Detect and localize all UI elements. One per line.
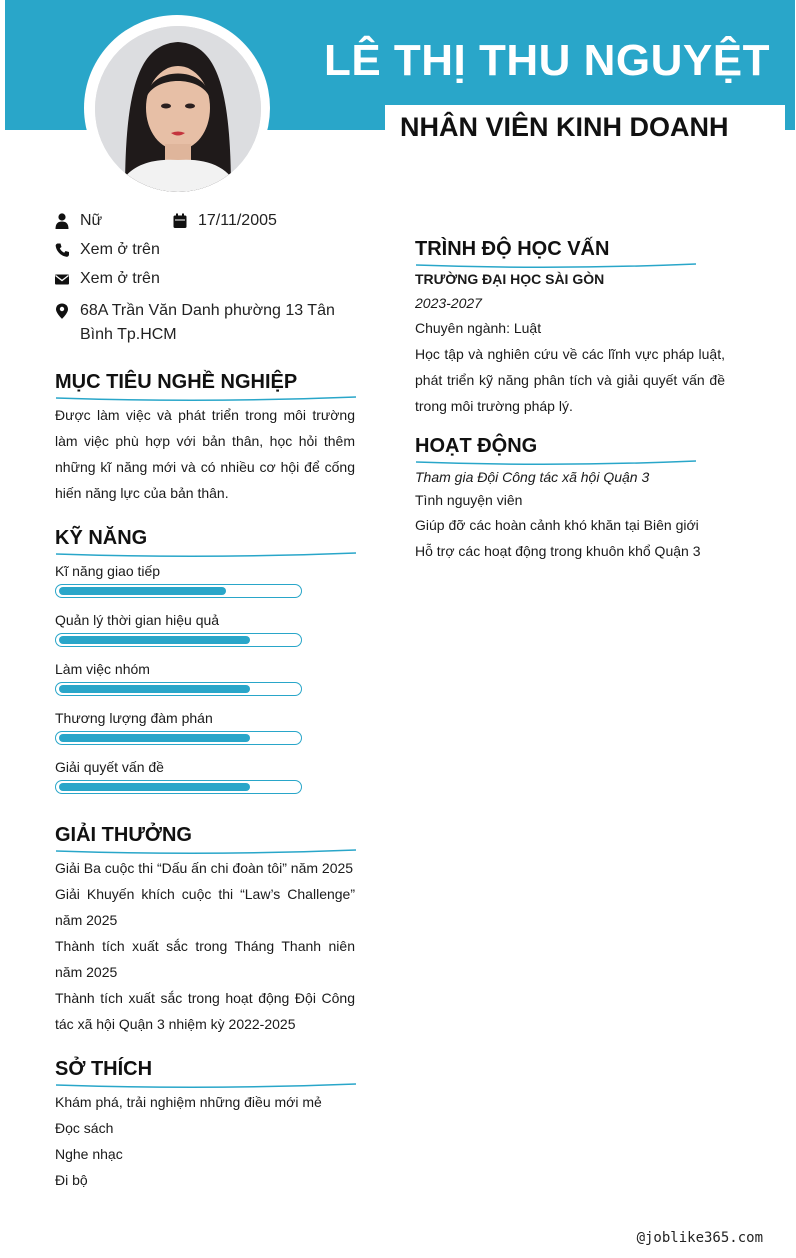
awards-underline	[55, 847, 357, 855]
skills-title: KỸ NĂNG	[55, 527, 148, 549]
skill-progress-fill	[59, 636, 250, 644]
award-item: Giải Khuyến khích cuộc thi “Law’s Challenge” năm 2025	[55, 886, 355, 928]
hobby-item: Đi bộ	[55, 1172, 88, 1188]
birthdate-text: 17/11/2005	[198, 212, 277, 229]
activity-item: Tình nguyện viên	[415, 492, 523, 508]
award-item: Giải Ba cuộc thi “Dấu ấn chi đoàn tôi” năm 2025	[55, 860, 354, 876]
skill-label: Giải quyết vấn đề	[55, 759, 164, 775]
hobbies-title: SỞ THÍCH	[55, 1058, 153, 1080]
gender-text: Nữ	[80, 212, 103, 229]
education-major: Chuyên ngành: Luật	[415, 320, 542, 336]
contact-phone	[55, 241, 160, 259]
awards-title: GIẢI THƯỞNG	[55, 824, 192, 846]
phone-text: Xem ở trên	[80, 241, 160, 258]
skills-underline	[55, 550, 357, 558]
skill-progress-bar	[55, 584, 302, 598]
activity-item: Giúp đỡ các hoàn cảnh khó khăn tại Biên giới	[415, 517, 699, 533]
school-name: TRƯỜNG ĐẠI HỌC SÀI GÒN	[415, 271, 605, 287]
education-underline	[415, 261, 697, 269]
education-description: Học tập và nghiên cứu về các lĩnh vực pháp luật, phát triển kỹ năng phân tích và giải quyết vấn đề trong môi trường pháp lý.	[415, 346, 725, 414]
education-title: TRÌNH ĐỘ HỌC VẤN	[415, 238, 610, 260]
person-icon	[55, 213, 69, 229]
job-title: NHÂN VIÊN KINH DOANH	[400, 112, 729, 142]
skill-label: Kĩ năng giao tiếp	[55, 563, 161, 579]
skill-progress-bar	[55, 633, 302, 647]
phone-icon	[55, 242, 69, 258]
skill-label: Quản lý thời gian hiệu quả	[55, 612, 220, 628]
contact-birthdate	[173, 212, 277, 230]
activities-underline	[415, 458, 697, 466]
objective-text: Được làm việc và phát triển trong môi trường làm việc phù hợp với bản thân, học hỏi thêm những kĩ năng mới và có nhiều cơ hội để cống hiến năng lực của bản thân.	[55, 407, 355, 501]
skill-progress-bar	[55, 731, 302, 745]
avatar	[95, 26, 261, 192]
hobby-item: Đọc sách	[55, 1120, 114, 1136]
hobby-item: Nghe nhạc	[55, 1146, 123, 1162]
skill-progress-fill	[59, 734, 250, 742]
skill-progress-fill	[59, 587, 226, 595]
skill-progress-bar	[55, 682, 302, 696]
skill-progress-fill	[59, 783, 250, 791]
award-item: Thành tích xuất sắc trong hoạt động Đội Công tác xã hội Quận 3 nhiệm kỳ 2022-2025	[55, 990, 355, 1032]
activity-organization: Tham gia Đội Công tác xã hội Quận 3	[415, 469, 650, 485]
contact-gender	[55, 212, 102, 230]
contact-email	[55, 270, 160, 288]
skill-progress-fill	[59, 685, 250, 693]
activity-item: Hỗ trợ các hoạt động trong khuôn khổ Quận 3	[415, 543, 701, 559]
envelope-icon	[55, 271, 69, 287]
hobbies-underline	[55, 1081, 357, 1089]
education-period: 2023-2027	[415, 295, 482, 311]
location-pin-icon	[55, 303, 69, 319]
skill-label: Thương lượng đàm phán	[55, 710, 213, 726]
calendar-icon	[173, 213, 187, 229]
address-text: 68A Trần Văn Danh phường 13 Tân Bình Tp.HCM	[80, 302, 335, 343]
contact-address	[55, 299, 345, 347]
objective-title: MỤC TIÊU NGHỀ NGHIỆP	[55, 371, 298, 393]
skill-label: Làm việc nhóm	[55, 661, 150, 677]
award-item: Thành tích xuất sắc trong Tháng Thanh niên năm 2025	[55, 938, 355, 980]
activities-title: HOẠT ĐỘNG	[415, 435, 538, 457]
email-text: Xem ở trên	[80, 270, 160, 287]
skill-progress-bar	[55, 780, 302, 794]
hobby-item: Khám phá, trải nghiệm những điều mới mẻ	[55, 1094, 322, 1110]
watermark-text: @joblike365.com	[636, 1230, 763, 1246]
candidate-name: LÊ THỊ THU NGUYỆT	[323, 36, 770, 85]
objective-underline	[55, 394, 357, 402]
